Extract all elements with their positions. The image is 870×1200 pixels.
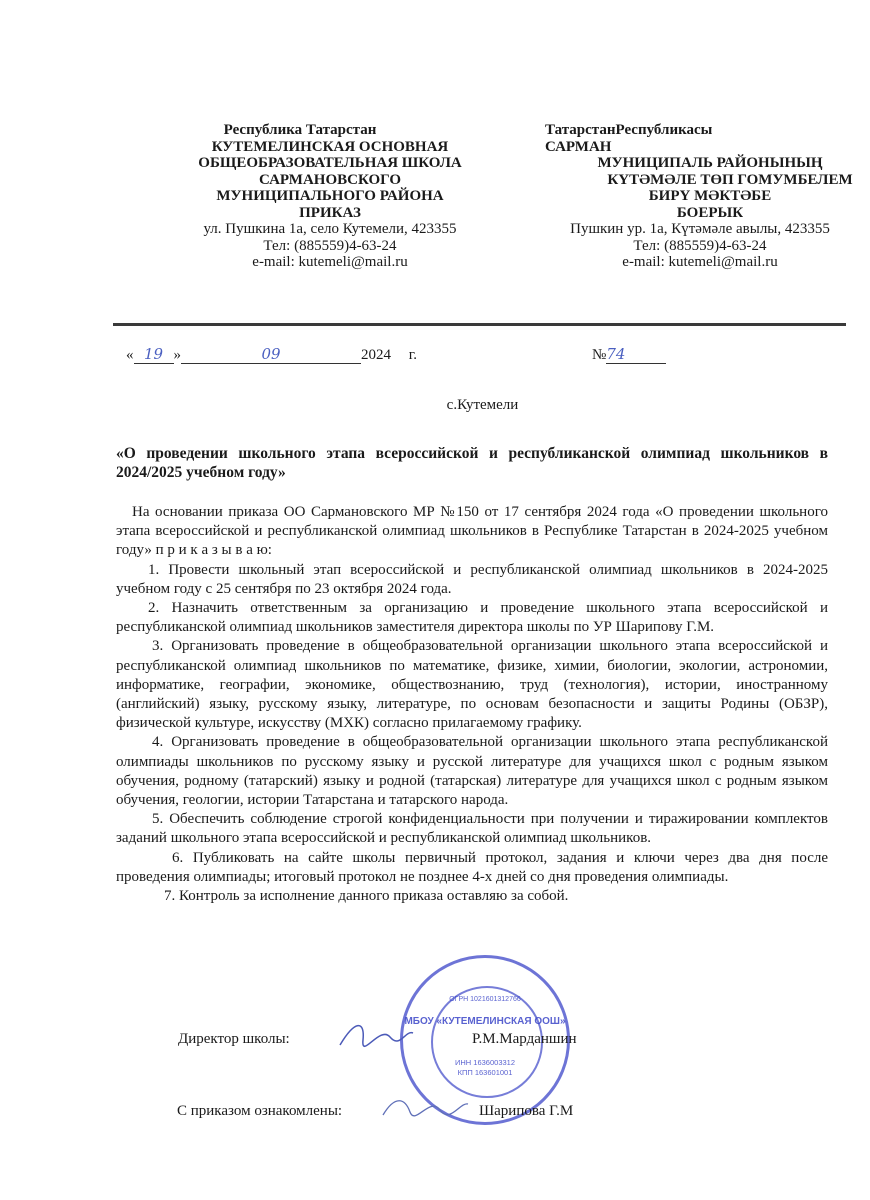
order-item: 3. Организовать проведение в общеобразовательной организации школьного этапа всероссийской и республиканской олимпиад школьников по математике, физике, химии, биологии, экологии, астрономии, информатике, географии, экономике, обществознанию, труд (технология), истории, иностранному (английский) языку, русскому языку, литературе, по основам безопасности и защиты Родины (ОБЗР), физической культуре, искусству (МХК) согласно прилагаемому графику. (116, 638, 828, 732)
acquainted-signature-icon (380, 1090, 470, 1125)
school-name-line: САРМАНОВСКОГО (259, 171, 401, 188)
order-title: «О проведении школьного этапа всероссийской и республиканской олимпиад школьников в 2024/2025 учебном году» (116, 445, 828, 481)
order-item: 7. Контроль за исполнение данного приказа оставляю за собой. (164, 888, 569, 905)
place: с.Кутемели (446, 397, 519, 413)
intro-paragraph: На основании приказа ОО Сармановского МР №150 от 17 сентября 2024 года «О проведении школьного этапа всероссийской и республиканской олимпиад школьников в Республике Татарстан в 2024-2025 учебном году» п р и к а з ы в а ю: (116, 504, 828, 559)
director-signature-icon (335, 1015, 415, 1055)
school-name-line: САРМАН (545, 138, 612, 155)
header-right (545, 122, 855, 271)
phone: Тел: (885559)4-63-24 (633, 237, 767, 254)
order-number (592, 345, 666, 364)
school-name-line: КҮТӘМӘЛЕ ТӨП ГОМУМБЕЛЕМ (607, 171, 853, 188)
header-divider (113, 323, 846, 326)
stamp-inn: ИНН 1636003312 (454, 1058, 516, 1067)
stamp-org: МБОУ «КУТЕМЕЛИНСКАЯ ООШ» (404, 1016, 566, 1027)
date-year: 2024 (361, 347, 391, 363)
document-type: БОЕРЫК (676, 204, 744, 221)
order-item: 5. Обеспечить соблюдение строгой конфиденциальности при получении и тиражировании комплектов заданий школьного этапа всероссийской и республиканской олимпиад школьников. (116, 811, 828, 847)
quote: » (173, 347, 181, 363)
email: e-mail: kutemeli@mail.ru (622, 254, 778, 270)
date-day: 19 (134, 345, 174, 364)
school-name-line: БИРҮ МӘКТӘБЕ (648, 188, 772, 204)
order-body (116, 503, 828, 906)
order-date (126, 345, 417, 364)
school-name-line: КУТЕМЕЛИНСКАЯ ОСНОВНАЯ (211, 138, 449, 155)
quote: « (126, 347, 134, 363)
order-item: 1. Провести школьный этап всероссийской и республиканской олимпиад школьников в 2024-2025 учебном году с 25 сентября по 23 октября 2024 года. (116, 561, 828, 597)
address: ул. Пушкина 1а, село Кутемели, 423355 (203, 221, 457, 237)
stamp-kpp: КПП 163601001 (457, 1068, 513, 1077)
republic-name: Республика Татарстан (223, 122, 377, 138)
director-label: Директор школы: (178, 1031, 290, 1047)
email: e-mail: kutemeli@mail.ru (252, 254, 408, 270)
order-item: 2. Назначить ответственным за организацию и проведение школьного этапа всероссийской и республиканской олимпиад школьников заместителя директора школы по УР Шарипову Г.М. (116, 600, 828, 636)
order-item: 4. Организовать проведение в общеобразовательной организации школьного этапа республиканской олимпиады школьников по русскому языку и русской литературе для учащихся школ с родным языком обучения, родному (татарский) языку и родной (татарская) литературе для учащихся школ с родным языком обучения, геологии, истории Татарстана и татарского народа. (116, 734, 828, 809)
address: Пушкин ур. 1а, Күтәмәле авылы, 423355 (570, 221, 830, 237)
acquainted-name: Шарипова Г.М (479, 1103, 574, 1119)
number-label: № (592, 347, 607, 363)
acquainted-label: С приказом ознакомлены: (177, 1103, 343, 1119)
order-item: 6. Публиковать на сайте школы первичный протокол, задания и ключи через два дня после проведения олимпиады; итоговый протокол не позднее 4-х дней со дня проведения олимпиады. (116, 849, 828, 885)
year-suffix: г. (408, 347, 417, 363)
date-month: 09 (181, 345, 361, 364)
number-value: 74 (606, 345, 666, 364)
republic-name: ТатарстанРеспубликасы (545, 122, 713, 138)
document-type: ПРИКАЗ (299, 204, 361, 221)
stamp-ogrn: ОГРН 1021601312766 (449, 996, 521, 1003)
school-name-line: МУНИЦИПАЛЬНОГО РАЙОНА (216, 188, 444, 204)
school-name-line: МУНИЦИПАЛЬ РАЙОНЫНЫҢ (597, 155, 823, 171)
school-name-line: ОБЩЕОБРАЗОВАТЕЛЬНАЯ ШКОЛА (198, 155, 462, 171)
header-left (170, 122, 490, 271)
director-name: Р.М.Марданшин (472, 1031, 577, 1047)
phone: Тел: (885559)4-63-24 (263, 237, 397, 254)
